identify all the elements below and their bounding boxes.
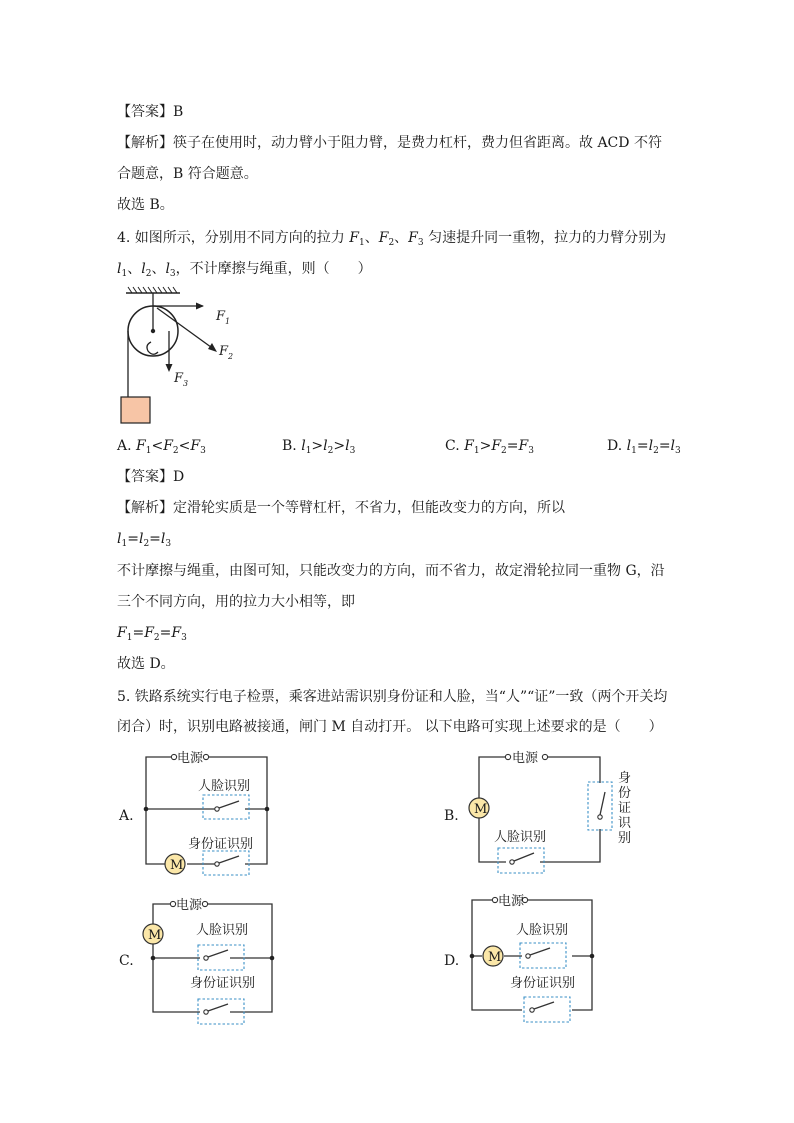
- sub: 3: [165, 539, 172, 549]
- var-l: l: [160, 531, 166, 547]
- power-label: 电源: [498, 894, 525, 909]
- hook-icon: [147, 342, 158, 354]
- f3-letter: F: [174, 371, 184, 386]
- power-terminal: [542, 754, 547, 759]
- circuit-c-label[interactable]: C.: [119, 953, 134, 969]
- switch-pivot: [598, 815, 602, 819]
- eq: =: [159, 625, 172, 641]
- answer-tag: 【答案】: [117, 104, 173, 120]
- switch-pivot: [215, 807, 219, 811]
- power-label: 电源: [177, 751, 204, 766]
- var-l: l: [141, 261, 146, 277]
- option-label: A.: [117, 438, 137, 454]
- power-label: 电源: [176, 898, 203, 913]
- sub: 1: [473, 446, 480, 456]
- rel: <: [151, 438, 164, 454]
- sub: 1: [145, 446, 152, 456]
- motor-label: M: [474, 802, 488, 817]
- q4-answer-line: [117, 468, 184, 486]
- q4-conclusion: 故选 D。: [117, 656, 175, 672]
- id-vertical-label: [618, 771, 632, 846]
- force-f2-line: [157, 308, 215, 350]
- sub: 3: [675, 446, 681, 456]
- junction: [144, 807, 149, 812]
- id-switch[interactable]: [600, 792, 605, 815]
- junction: [265, 807, 270, 812]
- motor-label: M: [148, 928, 162, 943]
- id-switch[interactable]: [534, 1002, 554, 1009]
- ceiling-hatch: [126, 287, 180, 293]
- power-terminal: [505, 754, 510, 759]
- f1-label: [215, 309, 230, 326]
- rel: =: [506, 438, 519, 454]
- pulley-figure: [112, 286, 252, 426]
- sub: 1: [121, 269, 128, 279]
- analysis-text: 筷子在使用时，动力臂小于阻力臂，是费力杠杆，费力但省距离。故 ACD 不符: [173, 135, 662, 151]
- switch-pivot: [510, 860, 514, 864]
- f2-letter: F: [219, 344, 229, 359]
- eq: =: [132, 625, 145, 641]
- f1-sub: 1: [225, 317, 231, 326]
- sub: 3: [200, 446, 206, 456]
- var-F: F: [464, 438, 474, 454]
- analysis-tag: 【解析】: [117, 135, 173, 151]
- var-l: l: [626, 438, 632, 454]
- id-switch[interactable]: [208, 1004, 228, 1011]
- eq: =: [127, 531, 139, 547]
- var-F: F: [190, 438, 201, 454]
- wire: [479, 757, 505, 798]
- var-l: l: [138, 531, 144, 547]
- junction: [470, 954, 475, 959]
- sub: 2: [327, 446, 334, 456]
- id-label: 身份证识别: [190, 976, 256, 991]
- option-d[interactable]: [607, 437, 681, 455]
- var-l: l: [323, 438, 328, 454]
- q3-conclusion: 故选 B。: [117, 197, 174, 213]
- option-label: B.: [282, 438, 302, 454]
- motor-label: M: [170, 858, 184, 873]
- var-l: l: [117, 261, 122, 277]
- sub: 1: [126, 633, 133, 643]
- face-switch[interactable]: [208, 950, 228, 957]
- q3-answer-line: [117, 103, 183, 121]
- face-switch[interactable]: [514, 853, 534, 861]
- motor-label: M: [488, 950, 502, 965]
- sub: 1: [121, 539, 128, 549]
- power-terminal: [492, 897, 497, 902]
- q3-analysis-line1: [117, 134, 662, 152]
- sub: 2: [388, 238, 395, 248]
- sub: 2: [153, 633, 160, 643]
- q4-stem-line2: [117, 260, 372, 278]
- rel: =: [658, 438, 671, 454]
- q4-analysis-line1: [117, 499, 565, 517]
- rel: >: [479, 438, 492, 454]
- var-F: F: [378, 230, 389, 246]
- q5-stem-line2: 闭合）时，识别电路被接通，闸门 M 自动打开。 以下电路可实现上述要求的是（ ）: [117, 719, 663, 735]
- wire: [548, 757, 600, 783]
- q4-analysis-line3: 不计摩擦与绳重，由图可知，只能改变力的方向，而不省力，故定滑轮拉同一重物 G，沿: [117, 563, 665, 579]
- var-l: l: [345, 438, 350, 454]
- power-terminal: [202, 901, 207, 906]
- circuit-c[interactable]: [140, 892, 290, 1027]
- var-F: F: [117, 625, 127, 641]
- var-F: F: [171, 625, 182, 641]
- face-label: 人脸识别: [494, 830, 547, 845]
- sub: 3: [349, 446, 356, 456]
- var-l: l: [165, 261, 170, 277]
- power-label: 电源: [512, 751, 539, 766]
- rel: >: [311, 438, 324, 454]
- face-box: [203, 795, 249, 819]
- rel: >: [333, 438, 346, 454]
- var-F: F: [136, 438, 146, 454]
- sub: 1: [358, 238, 365, 248]
- q4-equation-f: [117, 624, 187, 642]
- option-c[interactable]: [445, 437, 534, 455]
- circuit-d[interactable]: [462, 886, 612, 1026]
- option-a[interactable]: [117, 437, 206, 455]
- sub: 3: [528, 446, 534, 456]
- id-char: 别: [618, 831, 632, 846]
- var-F: F: [491, 438, 502, 454]
- sub: 2: [653, 446, 659, 456]
- var-F: F: [163, 438, 173, 454]
- junction: [270, 956, 275, 961]
- sub: 3: [169, 269, 176, 279]
- var-F: F: [349, 230, 359, 246]
- junction: [590, 954, 595, 959]
- eq: =: [149, 531, 161, 547]
- sub: 3: [181, 633, 187, 643]
- sep: 、: [127, 261, 142, 277]
- q4-stem-line1: [117, 229, 666, 247]
- circuit-a-label[interactable]: A.: [119, 808, 134, 824]
- force-f3-arrowhead: [166, 364, 173, 372]
- sep: 、: [364, 230, 379, 246]
- face-label: 人脸识别: [516, 923, 569, 938]
- f2-sub: 2: [228, 352, 234, 361]
- wire: [153, 904, 170, 924]
- rel: =: [636, 438, 649, 454]
- var-F: F: [518, 438, 529, 454]
- power-terminal: [170, 901, 175, 906]
- sub: 2: [145, 269, 152, 279]
- switch-pivot: [215, 862, 219, 866]
- id-char: 证: [618, 801, 632, 816]
- circuit-a[interactable]: [140, 745, 290, 880]
- analysis-text: 定滑轮实质是一个等臂杠杆，不省力，但能改变力的方向，所以: [173, 500, 565, 516]
- face-box: [498, 848, 544, 873]
- answer-value: D: [173, 469, 185, 485]
- id-char: 份: [618, 786, 632, 801]
- analysis-tag: 【解析】: [117, 500, 173, 516]
- stem-text: ，不计摩擦与绳重，则（ ）: [175, 261, 372, 277]
- id-label: 身份证识别: [510, 976, 576, 991]
- f1-letter: F: [216, 309, 226, 324]
- answer-value: B: [173, 104, 184, 120]
- sub: 1: [305, 446, 312, 456]
- wire: [528, 900, 592, 1010]
- f3-label: [173, 371, 188, 388]
- junction: [151, 956, 156, 961]
- id-char: 识: [618, 816, 632, 831]
- q3-analysis-line2: 合题意，B 符合题意。: [117, 166, 258, 182]
- switch-pivot: [204, 1010, 208, 1014]
- wire: [540, 829, 600, 862]
- force-f1-arrowhead: [196, 303, 204, 310]
- pulley-axle: [151, 329, 155, 333]
- force-f2-arrowhead: [208, 343, 217, 352]
- q5-stem-line1: 5. 铁路系统实行电子检票，乘客进站需识别身份证和人脸，当“人”“证”一致（两个开关均: [117, 689, 668, 705]
- face-label: 人脸识别: [198, 779, 251, 794]
- face-switch[interactable]: [219, 801, 239, 808]
- q4-analysis-line4: 三个不同方向，用的拉力大小相等，即: [117, 594, 355, 610]
- var-l: l: [670, 438, 676, 454]
- circuit-b[interactable]: [462, 745, 642, 880]
- weight-block: [121, 397, 150, 423]
- sub: 2: [501, 446, 507, 456]
- power-terminal: [203, 754, 208, 759]
- sub: 2: [143, 539, 150, 549]
- sep: 、: [394, 230, 409, 246]
- f2-label: [218, 344, 233, 361]
- face-label: 人脸识别: [196, 923, 249, 938]
- stem-text: 4. 如图所示，分别用不同方向的拉力: [117, 230, 350, 246]
- sub: 1: [631, 446, 637, 456]
- face-switch[interactable]: [530, 948, 550, 955]
- wire: [146, 757, 171, 864]
- option-b[interactable]: [282, 437, 355, 455]
- id-label: 身份证识别: [188, 837, 254, 852]
- var-l: l: [117, 531, 122, 547]
- id-switch[interactable]: [219, 856, 239, 863]
- switch-pivot: [530, 1008, 534, 1012]
- answer-tag: 【答案】: [117, 469, 173, 485]
- var-F: F: [144, 625, 154, 641]
- circuit-d-label[interactable]: D.: [444, 953, 460, 969]
- id-box: [203, 851, 249, 875]
- circuit-b-label[interactable]: B.: [444, 808, 459, 824]
- switch-pivot: [526, 954, 530, 958]
- sub: 2: [172, 446, 179, 456]
- var-F: F: [408, 230, 418, 246]
- id-box: [588, 782, 612, 830]
- var-l: l: [648, 438, 654, 454]
- id-char: 身: [618, 771, 632, 786]
- q4-equation-l: [117, 530, 171, 548]
- sub: 3: [417, 238, 424, 248]
- power-terminal: [171, 754, 176, 759]
- rel: <: [178, 438, 191, 454]
- sep: 、: [151, 261, 166, 277]
- option-label: C.: [445, 438, 465, 454]
- f3-sub: 3: [183, 379, 189, 388]
- stem-text: 匀速提升同一重物，拉力的力臂分别为: [423, 230, 667, 246]
- switch-pivot: [204, 956, 208, 960]
- var-l: l: [301, 438, 306, 454]
- option-label: D.: [607, 438, 627, 454]
